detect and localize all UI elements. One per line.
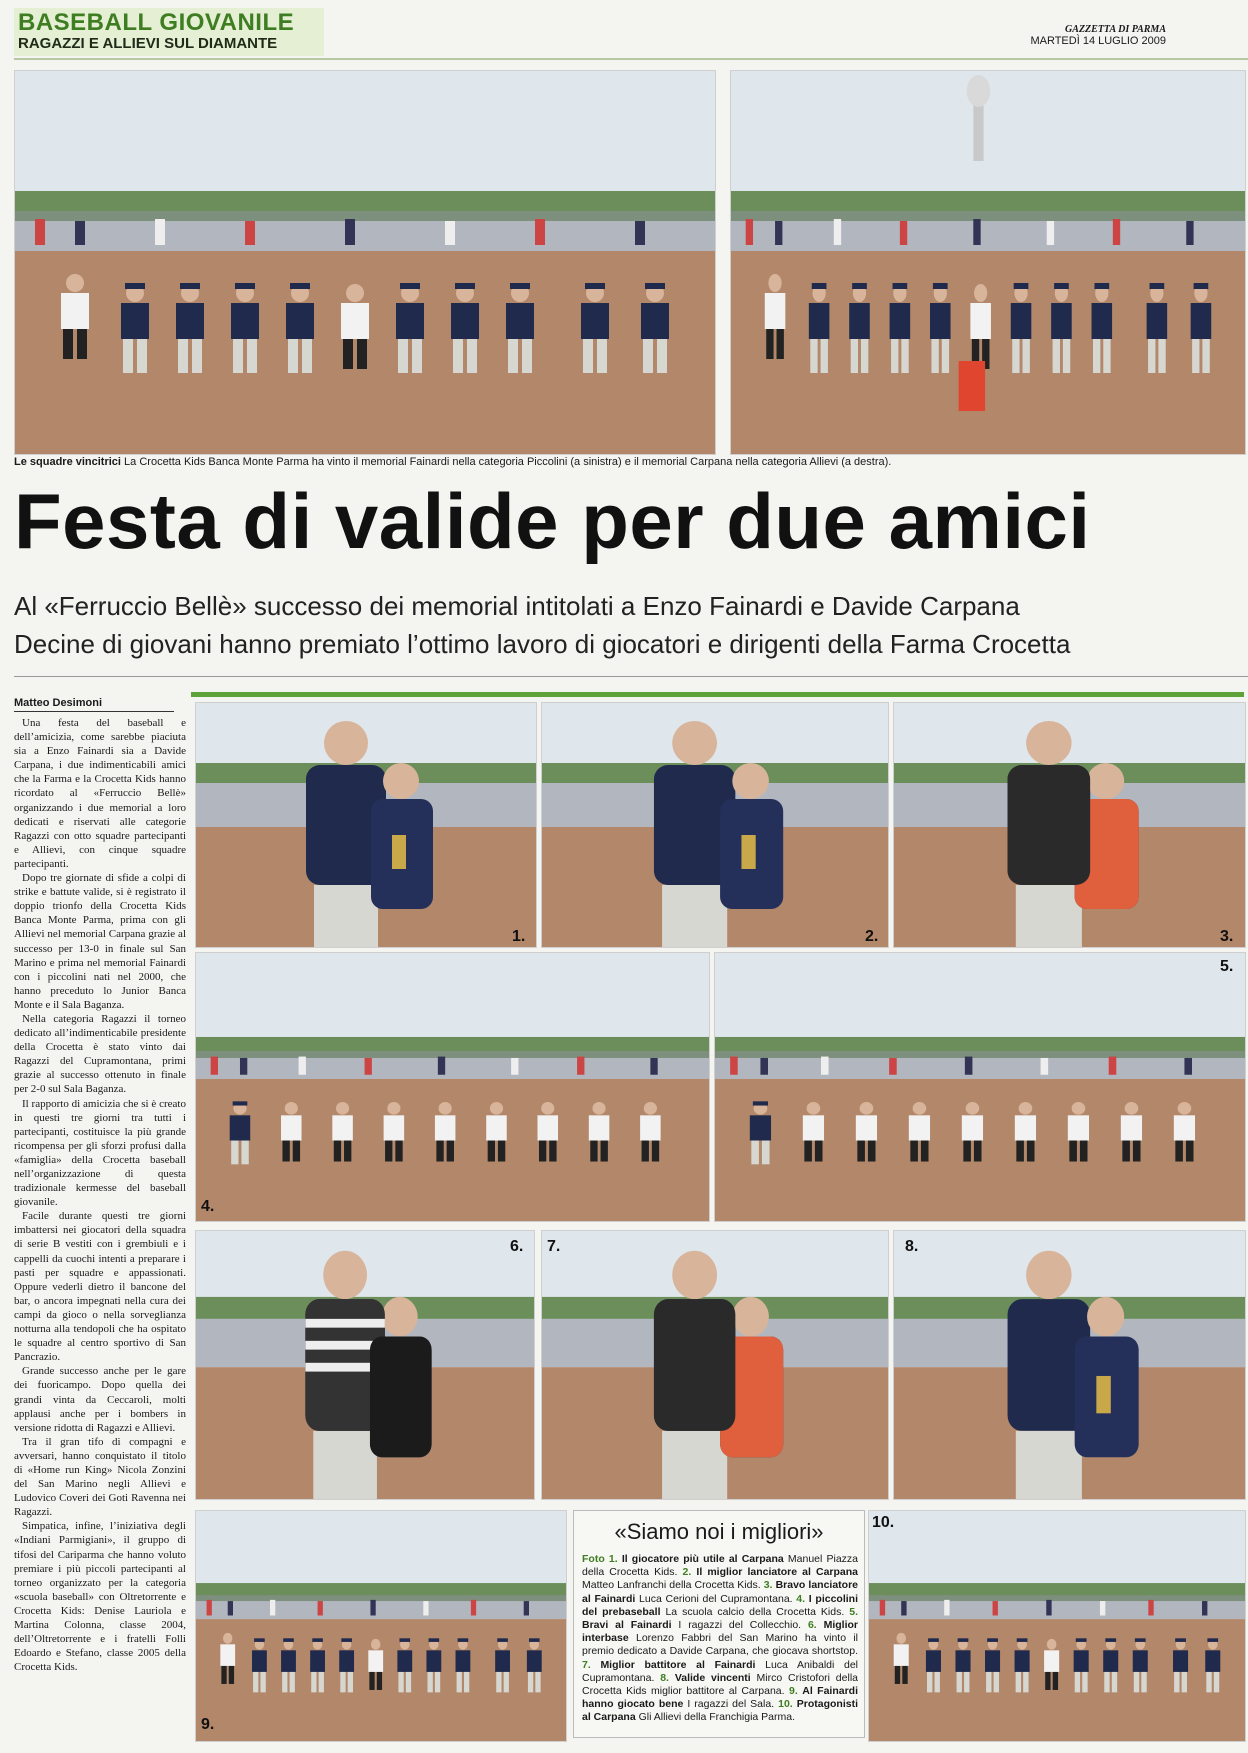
photo-number-3: 3. (1220, 928, 1234, 945)
article-paragraph: Grande successo anche per le gare dei fuoricampo. Dopo quella dei grandi vinta da Ceccaroli, molti applausi anche per i bombers in versione ridotta di Ragazzi e Allievi. (14, 1365, 186, 1434)
byline-rule (14, 711, 174, 712)
award-item: Foto 1. Il giocatore più utile al Carpana Manuel Piazza della Crocetta Kids. (582, 1553, 859, 1579)
photo-6 (195, 1230, 535, 1500)
article-paragraph: Il rapporto di amicizia che si è creato in questi tre giorni tra tutti i partecipanti, costituisce la più grande ricompensa per gli sforzi profusi dalla «famiglia» della Crocetta baseball nell’organizzazione di questa tradizionale kermesse del baseball giovanile. (14, 1097, 186, 1209)
photo-number-6: 6. (510, 1238, 524, 1255)
photo-number-4: 4. (201, 1198, 215, 1215)
header-rule (14, 58, 1248, 60)
photo-7 (541, 1230, 889, 1500)
photo-number-7: 7. (547, 1238, 561, 1255)
article-paragraph: Simpatica, infine, l’iniziativa degli «Indiani Parmigiani», il gruppo di tifosi del Cariparma che hanno voluto premiare i più piccoli partecipanti al torneo organizzato per la categoria «scuola baseball» con Oltretorrente e Crocetta Kids: Denise Lauriola e Martina Colonna, classe 2004, dell’Oltretorrente e i fratelli Folli Edoardo e Stefano, classe 2005 della Crocetta Kids. (14, 1520, 186, 1674)
photo-team-piccolini (14, 70, 716, 455)
deck-line-1: Al «Ferruccio Bellè» successo dei memorial intitolati a Enzo Fainardi e Davide Carpana (14, 591, 1020, 621)
award-item: 5. Bravi al Fainardi I ragazzi del Collecchio. (582, 1605, 858, 1632)
photo-number-2: 2. (865, 928, 879, 945)
award-item: 4. I piccolini del prebaseball La scuola calcio della Crocetta Kids. (582, 1592, 858, 1618)
photo-number-1: 1. (512, 928, 526, 945)
photo-10 (868, 1510, 1246, 1742)
photo-9 (195, 1510, 567, 1742)
photo-4 (195, 952, 710, 1222)
photo-grid-bar (191, 692, 1244, 697)
deck-rule (14, 676, 1248, 677)
award-item: 8. Valide vincenti Mirco Cristofori della Crocetta Kids miglior battitore al Carpana. (582, 1671, 858, 1698)
photo-team-allievi (730, 70, 1246, 455)
article-paragraph: Una festa del baseball e dell’amicizia, come sarebbe piaciuta sia a Enzo Fainardi sia a Davide Carpana, i due indimenticabili amici che la Farma e la Crocetta Kids hanno ricordato al «Ferruccio Bellè» organizzando i due memorial a loro dedicati e riservati alle categorie Ragazzi con otto squadre partecipanti e Allievi, con cinque squadre partecipanti. (14, 717, 186, 870)
caption-text: La Crocetta Kids Banca Monte Parma ha vinto il memorial Fainardi nella categoria Piccolini (a sinistra) e il memorial Carpana nella categoria Allievi (a destra). (124, 456, 892, 468)
headline: Festa di valide per due amici (14, 477, 1091, 565)
awards-list (582, 1553, 858, 1725)
article-paragraph: Facile durante questi tre giorni imbattersi nei giocatori della squadra di serie B vestiti con i grembiuli e i cappelli da cuochi intenti a preparare i pasti per squadre e appassionati. Oppure vederli dietro il bancone del bar, o ancora impegnati nella cura dei campi da gioco o nella sorveglianza notturna alla tendopoli che ha ospitato le squadre al centro sportivo di San Pancrazio. (14, 1210, 186, 1364)
photo-number-5: 5. (1220, 958, 1234, 975)
photo-5 (714, 952, 1246, 1222)
photo-number-9: 9. (201, 1716, 215, 1733)
award-item: 6. Miglior interbase Lorenzo Fabbri del San Marino ha vinto il premio dedicato a Davide Carpana, che giocava shortstop. (582, 1619, 859, 1658)
award-item: 2. Il miglior lanciatore al Carpana Matteo Lanfranchi della Crocetta Kids. (582, 1566, 859, 1592)
issue-date: MARTEDÌ 14 LUGLIO 2009 (1030, 35, 1166, 47)
caption-label: Le squadre vincitrici (14, 456, 121, 468)
byline: Matteo Desimoni (14, 697, 103, 709)
section-title: BASEBALL GIOVANILE (18, 9, 295, 36)
article-paragraph: Tra il gran tifo di compagni e avversari, hanno conquistato il titolo di «Home run King» Nicola Zonzini del San Marino negli Allievi e Ludovico Coveri dei Goti Ravenna nei Ragazzi. (14, 1435, 186, 1519)
article-paragraph: Dopo tre giornate di sfide a colpi di strike e battute valide, si è registrato il doppio trionfo della Crocetta Kids Banca Monte Parma, prima con gli Allievi nel memorial Carpana grazie al successo per 13-0 in finale sul San Marino e prima nel memorial Fainardi con i piccolini nati nel 2000, che hanno preceduto lo Junior Banca Monte e il Sala Baganza. (14, 872, 186, 1011)
photo-8 (893, 1230, 1246, 1500)
deck-line-2: Decine di giovani hanno premiato l’ottimo lavoro di giocatori e dirigenti della Farma Crocetta (14, 629, 1071, 659)
photo-1 (195, 702, 537, 948)
awards-box (573, 1510, 865, 1738)
article-body (14, 716, 186, 1674)
awards-box-title: «Siamo noi i migliori» (614, 1519, 824, 1544)
top-photo-caption (14, 456, 1244, 468)
photo-number-8: 8. (905, 1238, 919, 1255)
photo-number-10: 10. (872, 1514, 895, 1531)
photo-3 (893, 702, 1246, 948)
award-item: 9. Al Fainardi hanno giocato bene I ragazzi del Sala. (582, 1685, 859, 1711)
article-paragraph: Nella categoria Ragazzi il torneo dedicato all’indimenticabile presidente della Crocetta è stato vinto dai Ragazzi del Cupramontana, primi grazie al successo ottenuto in finale per 2-0 sul Sala Baganza. (14, 1012, 186, 1096)
section-subtitle: RAGAZZI E ALLIEVI SUL DIAMANTE (18, 35, 278, 52)
award-item: 7. Miglior battitore al Fainardi Luca Anibaldi del Cupramontana. (582, 1658, 858, 1684)
photo-2 (541, 702, 889, 948)
award-item: 10. Protagonisti al Carpana Gli Allievi della Franchigia Parma. (582, 1698, 859, 1724)
masthead: GAZZETTA DI PARMA (1065, 24, 1166, 35)
award-item: 3. Bravo lanciatore al Fainardi Luca Cerioni del Cupramontana. (582, 1579, 858, 1605)
